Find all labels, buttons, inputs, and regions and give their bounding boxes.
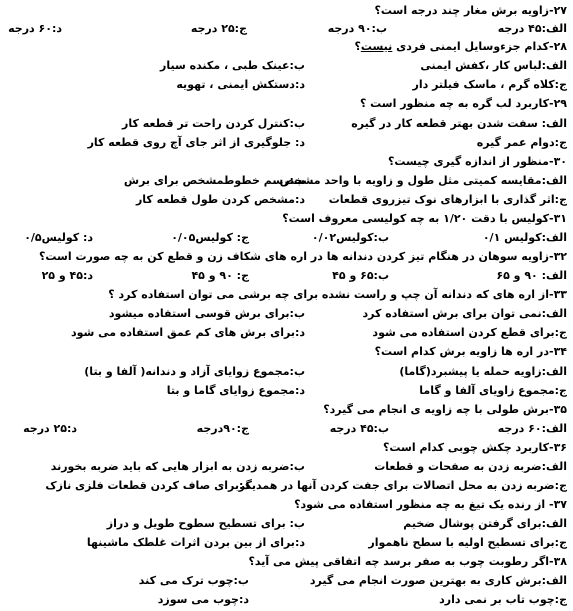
question-stem (8, 208, 567, 229)
question-stem (8, 284, 567, 305)
option-row (8, 132, 567, 153)
option-b: ب:رسم خطوطمشخص برای برش (123, 174, 305, 187)
option-c: ج:مجموع زاویای آلفا و گاما (419, 384, 567, 397)
option-b: ب:عینک طبی ، مکنده سیار (159, 59, 305, 72)
option-c: ج:۲۵ درجه (190, 22, 247, 35)
option-b: ب:کولیس۰/۰۲ (311, 231, 389, 244)
option-c: ج:کلاه گرم ، ماسک فیلتر دار (412, 78, 567, 91)
option-a: الف:ضربه زدن به صفحات و قطعات (374, 460, 567, 473)
option-a: الف:برش کاری به بهترین صورت انجام می گیرد (309, 574, 567, 587)
question-36-stem: ۳۶-کاربرد چکش چوبی کدام است؟ (383, 441, 567, 454)
option-b: ب:ضربه زدن به ابزار هایی که باید ضربه بخورند (50, 460, 305, 473)
option-b: ب:۶۵ و ۴۵ (332, 269, 389, 282)
question-37-stem: ۳۷- از رنده یک تیغ به چه منظور استفاده می شود؟ (294, 498, 567, 511)
option-c: ج:دوام عمر گیره (476, 136, 567, 149)
option-d: د:برای از بین بردن اثرات غلطک ماشینها (86, 536, 305, 549)
stem-text: ۲۸-کدام جزءوسایل ایمنی فردی (392, 40, 567, 53)
question-30-stem: ۳۰-منظور از اندازه گیری چیست؟ (388, 155, 567, 168)
option-row (8, 361, 567, 382)
option-b: ب:کنترل کردن راحت تر قطعه کار (122, 117, 305, 130)
option-row (8, 513, 567, 534)
question-stem (8, 399, 567, 420)
option-d: د:برای صاف کردن قطعات فلزی نازک (45, 479, 249, 492)
question-28-stem (354, 36, 567, 57)
option-c: ج:چوب تاب بر نمی دارد (439, 593, 567, 606)
option-b: ب:۴۵ درجه (329, 422, 389, 435)
question-29-stem: ۲۹-کاربرد لب گره به چه منظور است ؟ (359, 97, 567, 110)
option-d: د:۲۵ درجه (23, 422, 77, 435)
option-c: ج:ضربه زدن به محل اتصالات برای جفت کردن آنها در همدیگر (238, 479, 567, 492)
option-a: الف:کولیس ۰/۱ (482, 231, 567, 244)
question-stem (8, 551, 567, 572)
option-d: د:۴۵ و ۲۵ (41, 269, 93, 282)
option-a: الف:۶۰ درجه (497, 422, 567, 435)
option-row (8, 570, 567, 591)
question-34-stem: ۳۴-در اره ها زاویه برش کدام است؟ (374, 345, 567, 358)
stem-underlined: نیست (360, 40, 393, 53)
option-a: الف:۴۵ درجه (497, 22, 567, 35)
option-c: ج:۹۰درجه (196, 422, 249, 435)
option-d: د: کولیس۰/۵ (24, 231, 93, 244)
option-a: الف:مقایسه کمیتی مثل طول و زاویه با واحد مشخص (279, 174, 567, 187)
option-d: د: جلوگیری از اثر جای آچ روی قطعه کار (87, 136, 305, 149)
option-c: ج:اثر گذاری با ابزارهای نوک تیزروی قطعات (328, 193, 567, 206)
option-b: ب: برای تسطیح سطوح طویل و دراز (106, 517, 305, 530)
question-stem (8, 93, 567, 114)
question-27-stem: ۲۷-زاویه برش مغار چند درجه است؟ (374, 4, 567, 17)
option-a: الف:زاویه حمله یا پیشبرد(گاما) (399, 365, 567, 378)
option-d: د:دستکش ایمنی ، تهویه (176, 78, 305, 91)
question-31-stem: ۳۱-کولیس با دقت ۱/۲۰ به چه کولیسی معروف است؟ (282, 212, 567, 225)
option-row (8, 532, 567, 553)
option-row (8, 589, 567, 610)
option-row (8, 113, 567, 134)
option-a: الف:برای گرفتن پوشال ضخیم (403, 517, 567, 530)
option-row (8, 227, 567, 248)
option-b: ب:مجموع زوایای آزاد و دندانه( آلفا و بتا) (84, 365, 305, 378)
question-32-stem: ۳۲-زاویه سوهان در هنگام تیز کردن دندانه ها در اره های شکاف زن و قطع کن به چه صورت است؟ (39, 250, 567, 263)
option-row (8, 303, 567, 324)
option-row (8, 189, 567, 210)
option-b: ب:۹۰ درجه (327, 22, 387, 35)
question-stem (8, 341, 567, 362)
option-b: ب:برای برش قوسی استفاده میشود (108, 307, 305, 320)
option-row (8, 265, 567, 286)
option-row (8, 380, 567, 401)
option-row (8, 55, 567, 76)
option-d: د:برای برش های کم عمق استفاده می شود (70, 326, 305, 339)
option-row (8, 322, 567, 343)
question-33-stem: ۳۳-از اره های که دندانه آن چپ و راست نشده برای چه برشی می توان استفاده کرد ؟ (108, 288, 567, 301)
option-d: د:چوب می سوزد (157, 593, 249, 606)
option-c: ج:برای تسطیح اولیه با سطح ناهموار (368, 536, 567, 549)
option-row (8, 418, 567, 439)
option-row (8, 170, 567, 191)
question-stem (8, 36, 567, 57)
option-a: الف:لباس کار ،کفش ایمنی (420, 59, 567, 72)
question-35-stem: ۳۵-برش طولی با چه زاویه ی انجام می گیرد؟ (323, 403, 567, 416)
question-stem (8, 437, 567, 458)
option-a: الف: سفت شدن بهتر قطعه کار در گیره (351, 117, 567, 130)
stem-end: ؟ (354, 40, 361, 53)
option-c: ج: ۹۰ و ۴۵ (191, 269, 249, 282)
option-row (8, 475, 567, 496)
option-a: الف:نمی توان برای برش استفاده کرد (362, 307, 567, 320)
option-d: د:مجموع زوایای گاما و بتا (166, 384, 305, 397)
option-c: ج:برای قطع کردن استفاده می شود (372, 326, 567, 339)
option-b: ب:چوب ترک می کند (138, 574, 249, 587)
question-stem (8, 494, 567, 515)
option-d: د:مشخص کردن طول قطعه کار (135, 193, 305, 206)
question-38-stem: ۳۸-اگر رطوبت چوب به صفر برسد چه اتفاقی پیش می آید؟ (248, 555, 567, 568)
question-stem (8, 246, 567, 267)
option-row (8, 456, 567, 477)
option-a: الف: ۹۰ و ۶۵ (496, 269, 567, 282)
question-stem (8, 151, 567, 172)
option-d: د:۶۰ درجه (8, 22, 62, 35)
option-c: ج: کولیس۰/۰۵ (171, 231, 249, 244)
option-row (8, 74, 567, 95)
